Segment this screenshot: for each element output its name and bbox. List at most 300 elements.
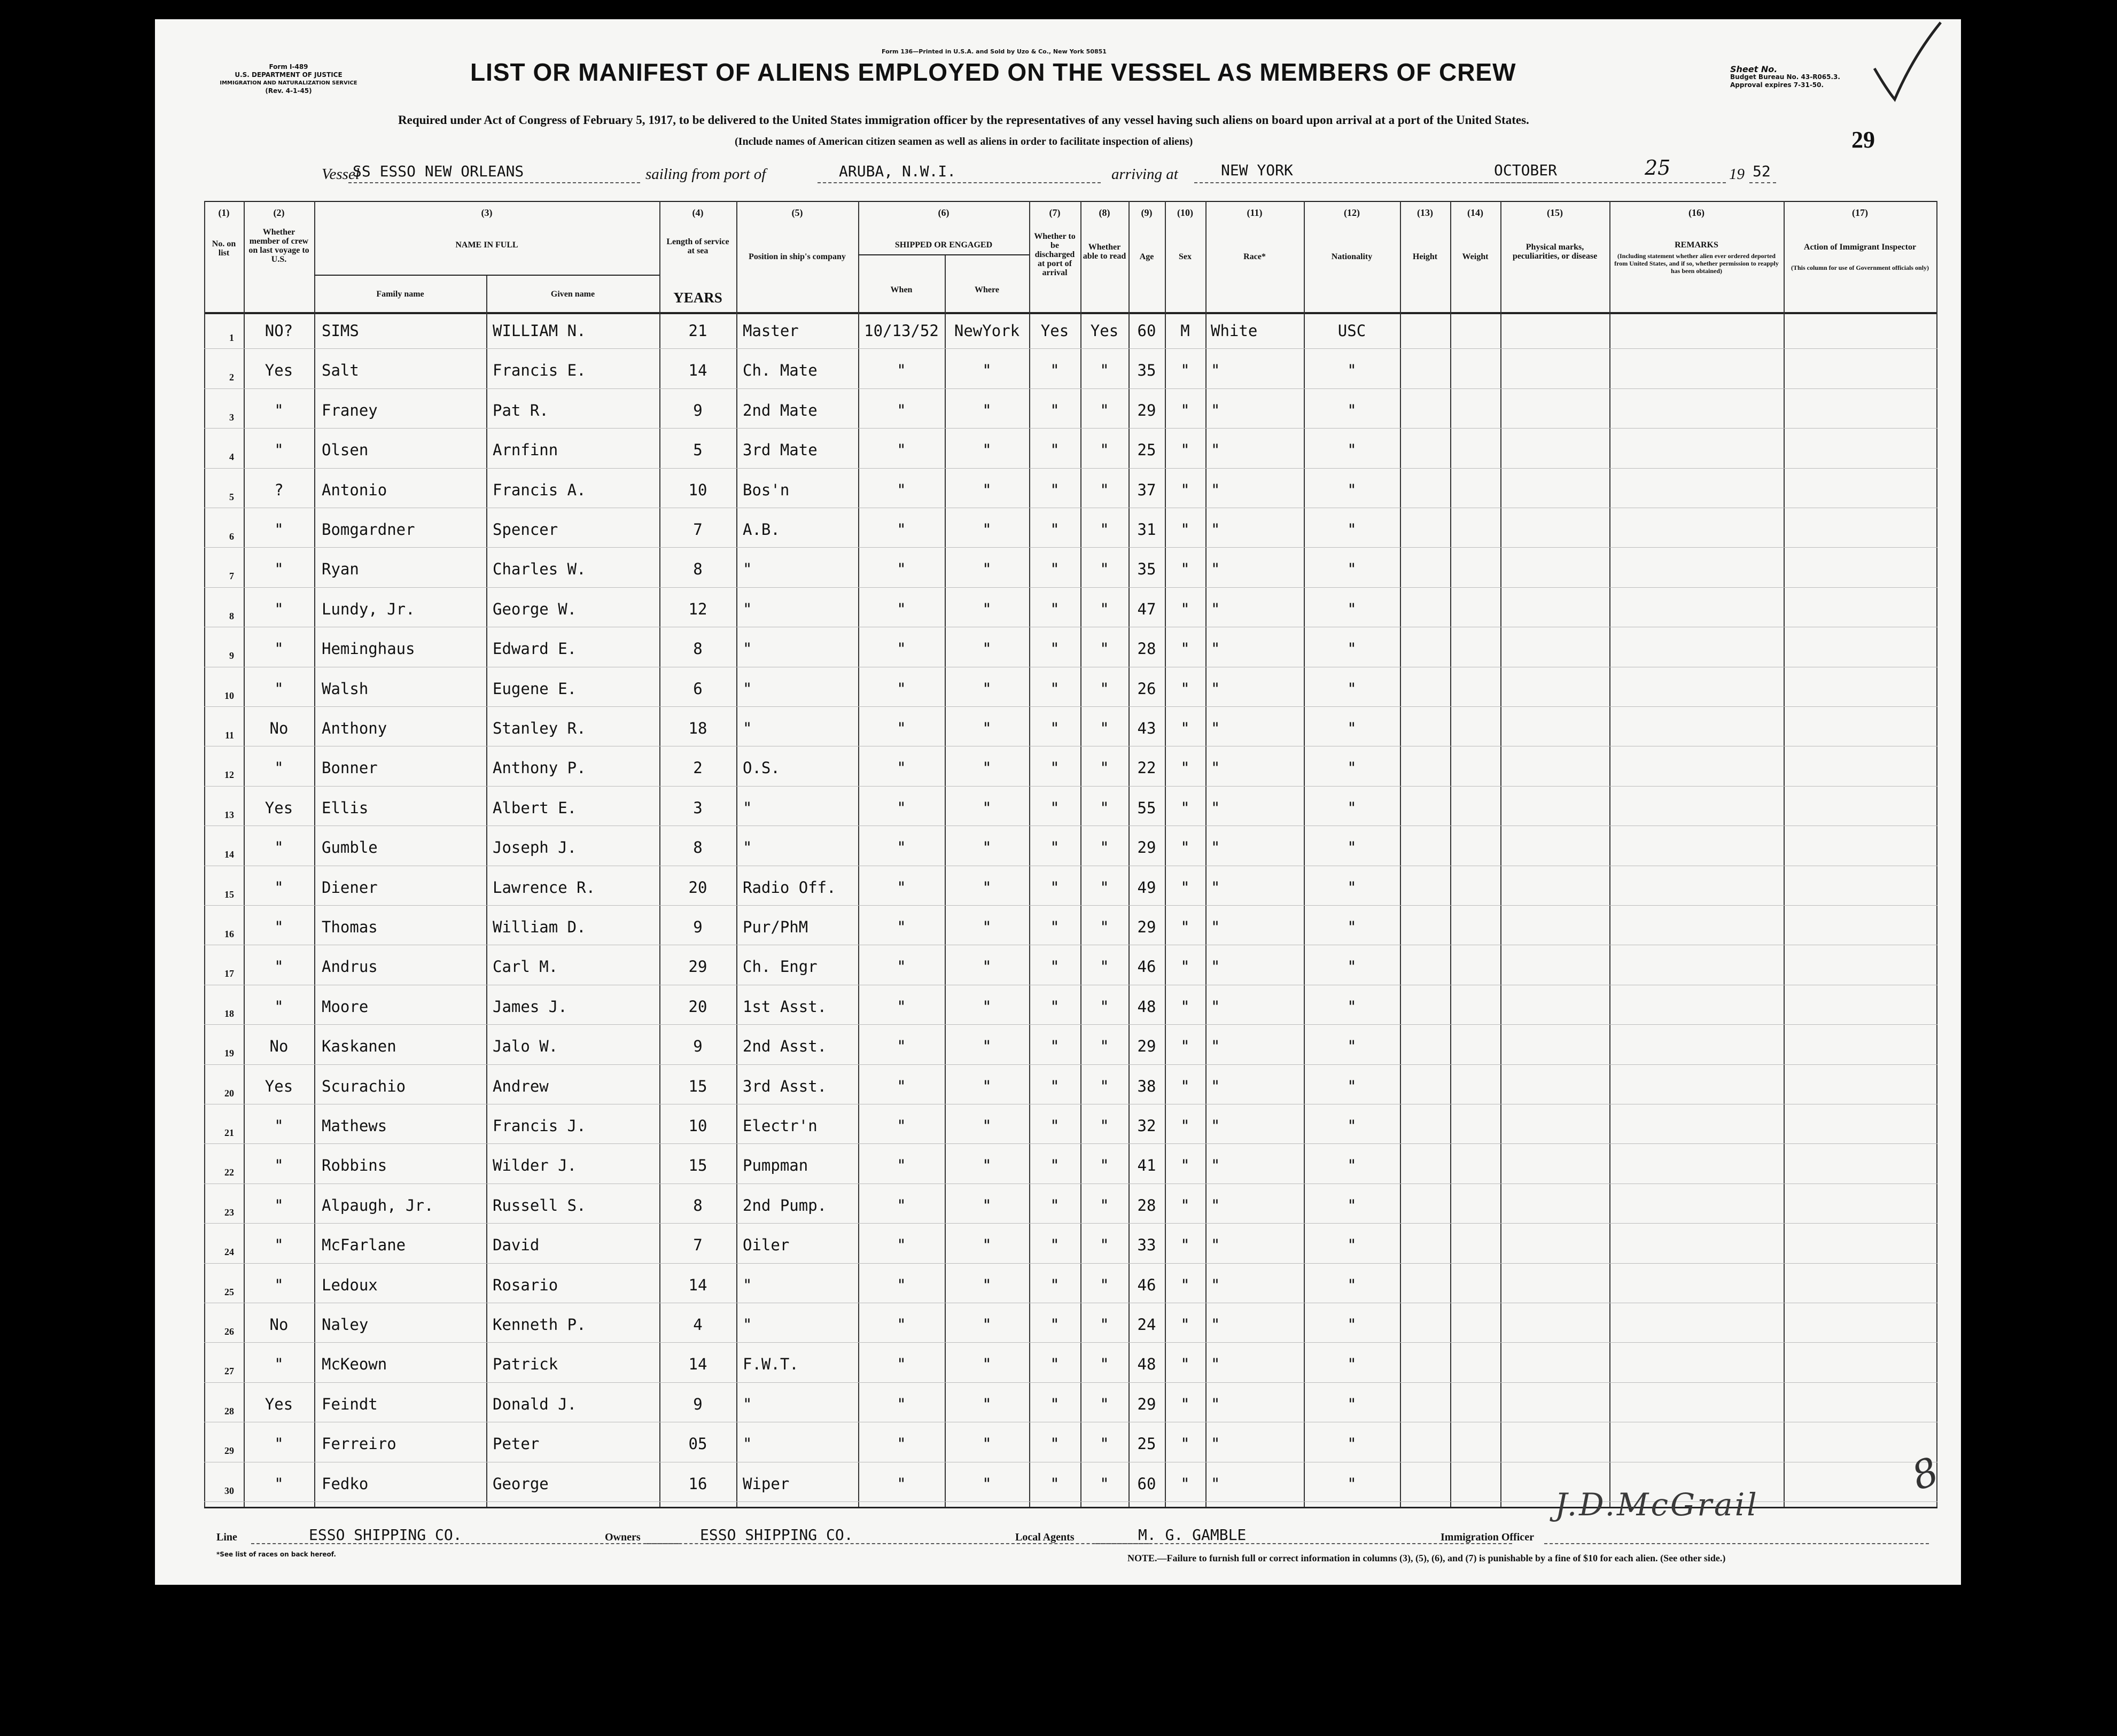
- position-cell: Bos'n: [743, 480, 790, 499]
- shipped-when-cell: ": [897, 480, 906, 499]
- family-name-cell: Scurachio: [322, 1077, 406, 1095]
- last-voyage-cell: ": [274, 1474, 284, 1493]
- sex-cell: ": [1180, 679, 1190, 698]
- form-number: Form I-489: [269, 63, 308, 71]
- last-voyage-cell: ": [274, 560, 284, 579]
- year-suffix: 52: [1753, 162, 1771, 180]
- shipped-where-cell: ": [982, 1196, 992, 1215]
- header-remarks: REMARKS: [1675, 240, 1718, 250]
- race-cell: ": [1211, 878, 1220, 897]
- able-to-read-cell: ": [1100, 361, 1109, 380]
- last-voyage-cell: ": [274, 878, 284, 897]
- page-number: 29: [1851, 127, 1875, 153]
- sex-cell: ": [1180, 1474, 1190, 1493]
- years-of-service-cell: 5: [693, 441, 703, 460]
- race-cell: ": [1211, 1037, 1220, 1056]
- shipped-where-cell: ": [982, 361, 992, 380]
- sex-cell: ": [1180, 1355, 1190, 1374]
- given-name-cell: Kenneth P.: [493, 1315, 586, 1334]
- age-cell: 32: [1137, 1117, 1156, 1135]
- family-name-cell: Diener: [322, 878, 378, 897]
- able-to-read-cell: ": [1100, 997, 1109, 1016]
- sailing-label: sailing from port of: [645, 166, 766, 183]
- age-cell: 29: [1137, 1395, 1156, 1413]
- given-name-cell: Anthony P.: [493, 759, 586, 777]
- years-of-service-cell: 7: [693, 1236, 703, 1255]
- discharged-cell: ": [1050, 1236, 1060, 1255]
- able-to-read-cell: ": [1100, 878, 1109, 897]
- family-name-cell: Franey: [322, 401, 378, 419]
- shipped-when-cell: ": [897, 640, 906, 658]
- age-cell: 22: [1137, 759, 1156, 777]
- able-to-read-cell: ": [1100, 1395, 1109, 1413]
- last-voyage-cell: ": [274, 838, 284, 857]
- nationality-cell: ": [1347, 1156, 1357, 1175]
- family-name-cell: Fedko: [322, 1474, 369, 1493]
- able-to-read-cell: ": [1100, 759, 1109, 777]
- last-voyage-cell: ?: [274, 480, 284, 499]
- sex-cell: ": [1180, 600, 1190, 618]
- sex-cell: ": [1180, 759, 1190, 777]
- nationality-cell: ": [1347, 957, 1357, 976]
- department: U.S. DEPARTMENT OF JUSTICE: [235, 71, 343, 79]
- nationality-cell: ": [1347, 838, 1357, 857]
- sex-cell: ": [1180, 520, 1190, 539]
- nationality-cell: ": [1347, 918, 1357, 936]
- age-cell: 48: [1137, 997, 1156, 1016]
- family-name-cell: Lundy, Jr.: [322, 600, 415, 618]
- last-voyage-cell: ": [274, 1117, 284, 1135]
- family-name-cell: Salt: [322, 361, 359, 380]
- able-to-read-cell: ": [1100, 679, 1109, 698]
- header-sex: Sex: [1179, 252, 1192, 261]
- given-name-cell: Carl M.: [493, 957, 558, 976]
- years-of-service-cell: 10: [688, 480, 707, 499]
- given-name-cell: Charles W.: [493, 560, 586, 579]
- race-cell: ": [1211, 1196, 1220, 1215]
- shipped-where-cell: ": [982, 957, 992, 976]
- shipped-when-cell: ": [897, 878, 906, 897]
- header-weight: Weight: [1462, 252, 1489, 261]
- given-name-cell: Wilder J.: [493, 1156, 577, 1175]
- arriving-label: arriving at: [1111, 166, 1178, 183]
- shipped-where-cell: ": [982, 759, 992, 777]
- age-cell: 24: [1137, 1315, 1156, 1334]
- discharged-cell: ": [1050, 878, 1060, 897]
- shipped-when-cell: ": [897, 1435, 906, 1453]
- age-cell: 60: [1137, 1474, 1156, 1493]
- header-no-on-list: No. on list: [212, 239, 236, 258]
- arrival-day: 25: [1645, 156, 1671, 180]
- family-name-cell: Andrus: [322, 957, 378, 976]
- row-number: 12: [224, 769, 234, 781]
- immigration-officer-label: Immigration Officer: [1441, 1531, 1534, 1543]
- years-of-service-cell: 20: [688, 997, 707, 1016]
- row-number: 4: [229, 451, 234, 463]
- row-number: 25: [224, 1286, 234, 1297]
- years-of-service-cell: 14: [688, 1275, 707, 1294]
- race-cell: ": [1211, 679, 1220, 698]
- row-number: 27: [224, 1366, 234, 1377]
- race-cell: ": [1211, 1117, 1220, 1135]
- revision: (Rev. 4-1-45): [265, 87, 312, 95]
- race-cell: White: [1211, 322, 1258, 340]
- age-cell: 29: [1137, 918, 1156, 936]
- given-name-cell: Joseph J.: [493, 838, 577, 857]
- years-of-service-cell: 15: [688, 1156, 707, 1175]
- age-cell: 31: [1137, 520, 1156, 539]
- manifest-sheet: [155, 19, 1961, 1585]
- shipped-where-cell: ": [982, 719, 992, 737]
- sex-cell: ": [1180, 1435, 1190, 1453]
- discharged-cell: ": [1050, 560, 1060, 579]
- race-cell: ": [1211, 1077, 1220, 1095]
- row-number: 22: [224, 1167, 234, 1178]
- header-shipped-or-engaged: SHIPPED OR ENGAGED: [894, 240, 993, 250]
- able-to-read-cell: ": [1100, 1037, 1109, 1056]
- years-of-service-cell: 2: [693, 759, 703, 777]
- shipped-where-cell: ": [982, 1156, 992, 1175]
- owners-label: Owners: [605, 1531, 641, 1543]
- nationality-cell: ": [1347, 520, 1357, 539]
- family-name-cell: McFarlane: [322, 1236, 406, 1255]
- sex-cell: ": [1180, 480, 1190, 499]
- nationality-cell: ": [1347, 560, 1357, 579]
- age-cell: 43: [1137, 719, 1156, 737]
- sex-cell: ": [1180, 1395, 1190, 1413]
- given-name-cell: George W.: [493, 600, 577, 618]
- able-to-read-cell: Yes: [1090, 322, 1119, 340]
- able-to-read-cell: ": [1100, 798, 1109, 817]
- column-number: (11): [1247, 207, 1263, 218]
- last-voyage-cell: ": [274, 997, 284, 1016]
- sex-cell: M: [1180, 322, 1190, 340]
- given-name-cell: Spencer: [493, 520, 558, 539]
- sex-cell: ": [1180, 918, 1190, 936]
- row-number: 13: [224, 809, 234, 820]
- header-position: Position in ship's company: [749, 252, 846, 261]
- column-number: (17): [1852, 207, 1868, 218]
- able-to-read-cell: ": [1100, 640, 1109, 658]
- race-cell: ": [1211, 1275, 1220, 1294]
- years-of-service-cell: 6: [693, 679, 703, 698]
- family-name-cell: Ellis: [322, 798, 369, 817]
- last-voyage-cell: Yes: [264, 361, 293, 380]
- age-cell: 55: [1137, 798, 1156, 817]
- race-cell: ": [1211, 1435, 1220, 1453]
- agents-label: Local Agents: [1015, 1531, 1075, 1543]
- shipped-where-cell: ": [982, 798, 992, 817]
- nationality-cell: ": [1347, 719, 1357, 737]
- year-prefix: 19: [1729, 166, 1745, 183]
- nationality-cell: ": [1347, 401, 1357, 419]
- vessel-name: SS ESSO NEW ORLEANS: [353, 162, 524, 180]
- arrival-port: NEW YORK: [1221, 161, 1293, 179]
- age-cell: 41: [1137, 1156, 1156, 1175]
- shipped-where-cell: ": [982, 918, 992, 936]
- header-race: Race*: [1243, 252, 1266, 261]
- position-cell: A.B.: [743, 520, 780, 539]
- race-cell: ": [1211, 361, 1220, 380]
- column-number: (13): [1417, 207, 1433, 218]
- given-name-cell: Jalo W.: [493, 1037, 558, 1056]
- last-voyage-cell: ": [274, 918, 284, 936]
- years-of-service-cell: 7: [693, 520, 703, 539]
- position-cell: ": [743, 1435, 752, 1453]
- discharged-cell: ": [1050, 1315, 1060, 1334]
- shipped-where-cell: ": [982, 1117, 992, 1135]
- family-name-cell: Thomas: [322, 918, 378, 936]
- age-cell: 46: [1137, 1275, 1156, 1294]
- position-cell: ": [743, 560, 752, 579]
- header-discharged: Whether to be discharged at port of arrival: [1034, 232, 1076, 277]
- age-cell: 49: [1137, 878, 1156, 897]
- header-height: Height: [1412, 252, 1438, 261]
- age-cell: 29: [1137, 1037, 1156, 1056]
- last-voyage-cell: Yes: [264, 1395, 293, 1413]
- header-age: Age: [1139, 252, 1154, 261]
- years-of-service-cell: 10: [688, 1117, 707, 1135]
- position-cell: Wiper: [743, 1474, 790, 1493]
- sex-cell: ": [1180, 401, 1190, 419]
- column-number: (12): [1344, 207, 1360, 218]
- given-name-cell: Donald J.: [493, 1395, 577, 1413]
- family-name-cell: McKeown: [322, 1355, 387, 1374]
- years-of-service-cell: 21: [688, 322, 707, 340]
- able-to-read-cell: ": [1100, 1275, 1109, 1294]
- nationality-cell: ": [1347, 1037, 1357, 1056]
- position-cell: 3rd Asst.: [743, 1077, 827, 1095]
- shipped-when-cell: ": [897, 1156, 906, 1175]
- race-cell: ": [1211, 997, 1220, 1016]
- race-cell: ": [1211, 957, 1220, 976]
- last-voyage-cell: ": [274, 1196, 284, 1215]
- row-number: 18: [224, 1008, 234, 1019]
- sex-cell: ": [1180, 1236, 1190, 1255]
- position-cell: ": [743, 719, 752, 737]
- able-to-read-cell: ": [1100, 1315, 1109, 1334]
- last-voyage-cell: No: [269, 1315, 289, 1334]
- header-able-to-read: Whether able to read: [1083, 243, 1126, 261]
- given-name-cell: WILLIAM N.: [493, 322, 586, 340]
- race-cell: ": [1211, 1315, 1220, 1334]
- position-cell: ": [743, 1395, 752, 1413]
- family-name-cell: Bomgardner: [322, 520, 415, 539]
- shipped-when-cell: ": [897, 719, 906, 737]
- row-number: 6: [229, 531, 234, 542]
- years-of-service-cell: 4: [693, 1315, 703, 1334]
- age-cell: 38: [1137, 1077, 1156, 1095]
- position-cell: ": [743, 600, 752, 618]
- sex-cell: ": [1180, 560, 1190, 579]
- race-cell: ": [1211, 759, 1220, 777]
- able-to-read-cell: ": [1100, 560, 1109, 579]
- age-cell: 25: [1137, 1435, 1156, 1453]
- sex-cell: ": [1180, 1315, 1190, 1334]
- discharged-cell: ": [1050, 918, 1060, 936]
- header-when: When: [890, 285, 913, 294]
- years-of-service-cell: 14: [688, 1355, 707, 1374]
- position-cell: ": [743, 1315, 752, 1334]
- shipped-where-cell: ": [982, 480, 992, 499]
- nationality-cell: ": [1347, 640, 1357, 658]
- race-cell: ": [1211, 918, 1220, 936]
- position-cell: F.W.T.: [743, 1355, 799, 1374]
- given-name-cell: Stanley R.: [493, 719, 586, 737]
- page-title: LIST OR MANIFEST OF ALIENS EMPLOYED ON THE VESSEL AS MEMBERS OF CREW: [470, 58, 1516, 86]
- row-number: 5: [229, 491, 234, 502]
- able-to-read-cell: ": [1100, 401, 1109, 419]
- discharged-cell: ": [1050, 1077, 1060, 1095]
- family-name-cell: Mathews: [322, 1117, 387, 1135]
- column-number: (15): [1547, 207, 1563, 218]
- nationality-cell: ": [1347, 759, 1357, 777]
- row-number: 30: [224, 1485, 234, 1496]
- able-to-read-cell: ": [1100, 1474, 1109, 1493]
- years-of-service-cell: 16: [688, 1474, 707, 1493]
- shipped-where-cell: ": [982, 679, 992, 698]
- last-voyage-cell: ": [274, 401, 284, 419]
- age-cell: 35: [1137, 361, 1156, 380]
- last-voyage-cell: No: [269, 1037, 289, 1056]
- given-name-cell: Edward E.: [493, 640, 577, 658]
- races-note: *See list of races on back hereof.: [216, 1551, 336, 1558]
- shipped-where-cell: ": [982, 1474, 992, 1493]
- last-voyage-cell: ": [274, 441, 284, 460]
- age-cell: 60: [1137, 322, 1156, 340]
- family-name-cell: Heminghaus: [322, 640, 415, 658]
- header-family-name: Family name: [376, 290, 424, 299]
- family-name-cell: Antonio: [322, 480, 387, 499]
- able-to-read-cell: ": [1100, 957, 1109, 976]
- sex-cell: ": [1180, 1275, 1190, 1294]
- discharged-cell: ": [1050, 798, 1060, 817]
- given-name-cell: Arnfinn: [493, 441, 558, 460]
- shipped-when-cell: 10/13/52: [864, 322, 939, 340]
- penalty-note: NOTE.—Failure to furnish full or correct information in columns (3), (5), (6), and (7) is punishable by a fine of $10 for each alien. (See other side.): [1127, 1553, 1726, 1563]
- shipped-where-cell: ": [982, 441, 992, 460]
- column-number: (6): [938, 207, 949, 218]
- given-name-cell: Patrick: [493, 1355, 558, 1374]
- shipped-where-cell: ": [982, 1077, 992, 1095]
- discharged-cell: ": [1050, 838, 1060, 857]
- last-voyage-cell: ": [274, 679, 284, 698]
- row-number: 21: [224, 1127, 234, 1138]
- column-number: (8): [1099, 207, 1110, 218]
- sex-cell: ": [1180, 1196, 1190, 1215]
- row-number: 7: [229, 571, 234, 582]
- discharged-cell: ": [1050, 1037, 1060, 1056]
- discharged-cell: Yes: [1040, 322, 1069, 340]
- family-name-cell: Moore: [322, 997, 369, 1016]
- nationality-cell: ": [1347, 798, 1357, 817]
- discharged-cell: ": [1050, 640, 1060, 658]
- check-mark-icon: [1870, 19, 1945, 105]
- years-of-service-cell: 8: [693, 1196, 703, 1215]
- row-number: 20: [224, 1087, 234, 1099]
- shipped-where-cell: ": [982, 560, 992, 579]
- race-cell: ": [1211, 600, 1220, 618]
- budget-bureau: Budget Bureau No. 43-R065.3.: [1730, 73, 1840, 81]
- row-number: 24: [224, 1247, 234, 1258]
- given-name-cell: Rosario: [493, 1275, 558, 1294]
- given-name-cell: Albert E.: [493, 798, 577, 817]
- family-name-cell: Kaskanen: [322, 1037, 396, 1056]
- local-agents: M. G. GAMBLE: [1138, 1526, 1247, 1544]
- position-cell: Pumpman: [743, 1156, 808, 1175]
- departure-port: ARUBA, N.W.I.: [839, 162, 956, 180]
- years-of-service-cell: 8: [693, 640, 703, 658]
- column-number: (5): [791, 207, 803, 218]
- shipped-when-cell: ": [897, 441, 906, 460]
- discharged-cell: ": [1050, 759, 1060, 777]
- position-cell: Radio Off.: [743, 878, 836, 897]
- family-name-cell: Ledoux: [322, 1275, 378, 1294]
- age-cell: 25: [1137, 441, 1156, 460]
- position-cell: ": [743, 1275, 752, 1294]
- family-name-cell: Ryan: [322, 560, 359, 579]
- last-voyage-cell: ": [274, 1275, 284, 1294]
- race-cell: ": [1211, 1156, 1220, 1175]
- position-cell: ": [743, 798, 752, 817]
- shipped-when-cell: ": [897, 520, 906, 539]
- discharged-cell: ": [1050, 1355, 1060, 1374]
- position-cell: Pur/PhM: [743, 918, 808, 936]
- age-cell: 37: [1137, 480, 1156, 499]
- sex-cell: ": [1180, 719, 1190, 737]
- shipped-where-cell: ": [982, 1355, 992, 1374]
- nationality-cell: ": [1347, 1395, 1357, 1413]
- header-length-of-service: Length of service at sea: [666, 237, 729, 255]
- able-to-read-cell: ": [1100, 719, 1109, 737]
- nationality-cell: ": [1347, 1355, 1357, 1374]
- last-voyage-cell: NO?: [264, 322, 293, 340]
- given-name-cell: Peter: [493, 1435, 540, 1453]
- shipped-when-cell: ": [897, 1315, 906, 1334]
- header-last-voyage: Whether member of crew on last voyage to U.S.: [248, 228, 309, 264]
- column-number: (10): [1177, 207, 1193, 218]
- discharged-cell: ": [1050, 719, 1060, 737]
- able-to-read-cell: ": [1100, 1196, 1109, 1215]
- discharged-cell: ": [1050, 997, 1060, 1016]
- family-name-cell: Robbins: [322, 1156, 387, 1175]
- sex-cell: ": [1180, 441, 1190, 460]
- row-number: 15: [224, 889, 234, 900]
- years-of-service-cell: 8: [693, 838, 703, 857]
- header-nationality: Nationality: [1331, 252, 1373, 261]
- row-number: 19: [224, 1048, 234, 1059]
- age-cell: 47: [1137, 600, 1156, 618]
- position-cell: 1st Asst.: [743, 997, 827, 1016]
- shipped-when-cell: ": [897, 838, 906, 857]
- shipped-when-cell: ": [897, 1196, 906, 1215]
- race-cell: ": [1211, 1395, 1220, 1413]
- position-cell: 3rd Mate: [743, 441, 818, 460]
- able-to-read-cell: ": [1100, 1117, 1109, 1135]
- years-of-service-cell: 8: [693, 560, 703, 579]
- row-number: 3: [229, 411, 234, 423]
- row-number: 28: [224, 1405, 234, 1416]
- discharged-cell: ": [1050, 361, 1060, 380]
- position-cell: Oiler: [743, 1236, 790, 1255]
- age-cell: 35: [1137, 560, 1156, 579]
- family-name-cell: Anthony: [322, 719, 387, 737]
- shipped-when-cell: ": [897, 918, 906, 936]
- given-name-cell: Andrew: [493, 1077, 549, 1095]
- age-cell: 48: [1137, 1355, 1156, 1374]
- shipped-when-cell: ": [897, 1077, 906, 1095]
- race-cell: ": [1211, 640, 1220, 658]
